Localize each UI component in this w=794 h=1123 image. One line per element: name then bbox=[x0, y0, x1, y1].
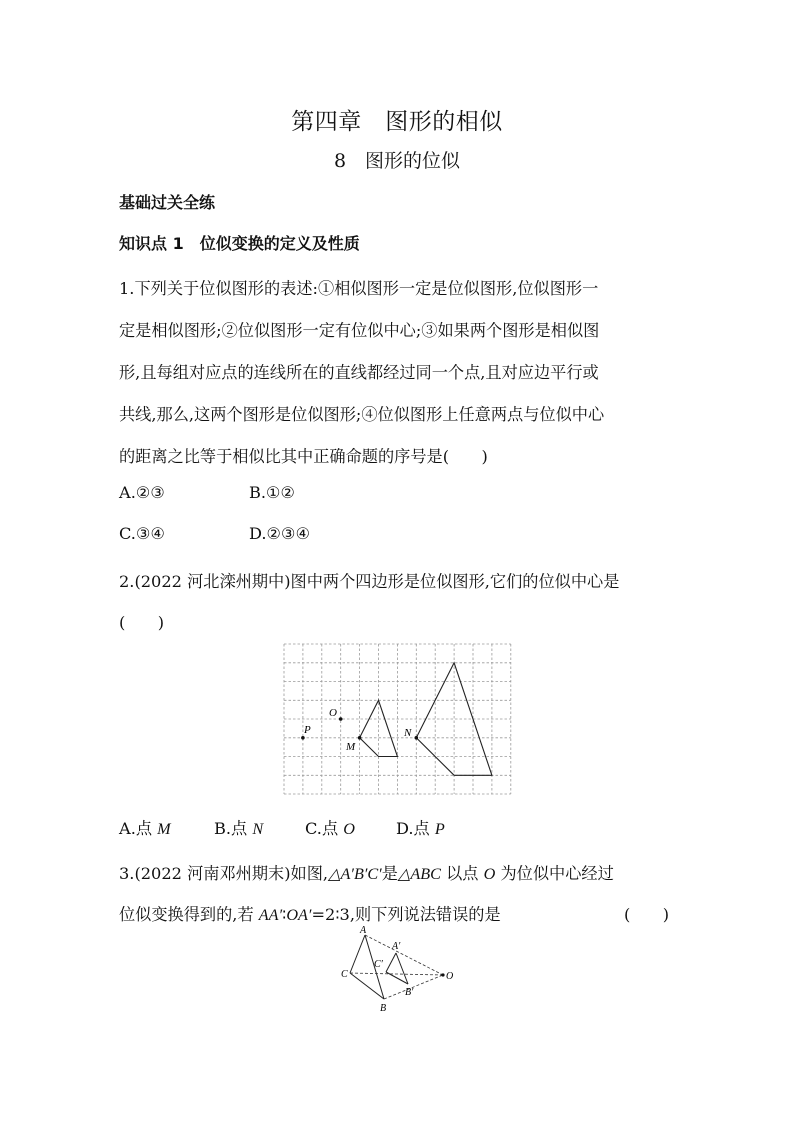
q3-text: ∶ bbox=[282, 905, 287, 924]
q3-line-2 bbox=[119, 901, 501, 925]
q2-option-a-var: M bbox=[157, 820, 171, 838]
q2-option-a[interactable] bbox=[119, 815, 171, 839]
q3-var: △A′B′C′ bbox=[328, 865, 382, 883]
q2-grid bbox=[284, 644, 511, 794]
q2-grid-figure bbox=[282, 643, 512, 795]
q2-label-o: O bbox=[329, 707, 337, 719]
section-title: 8 图形的位似 bbox=[333, 150, 461, 172]
q1-line-1: 1.下列关于位似图形的表述:①相似图形一定是位似图形,位似图形一 bbox=[119, 279, 599, 298]
q3-triangle-a1b1c1 bbox=[386, 953, 408, 984]
q3-text: 3.(2022 河南邓州期末)如图, bbox=[119, 864, 329, 883]
q3-text: =2∶3,则下列说法错误的是 bbox=[311, 905, 501, 924]
knowledge-point-heading: 知识点 1 位似变换的定义及性质 bbox=[119, 234, 360, 253]
q3-line-1 bbox=[119, 860, 614, 884]
q2-option-d-prefix: D.点 bbox=[396, 819, 435, 838]
q1-option-d[interactable]: D.②③④ bbox=[249, 524, 311, 543]
q2-label-n: N bbox=[404, 727, 412, 739]
q2-line-1: 2.(2022 河北滦州期中)图中两个四边形是位似图形,它们的位似中心是 bbox=[119, 572, 620, 591]
q3-text: 是 bbox=[381, 864, 398, 883]
q2-option-b-var: N bbox=[252, 820, 264, 838]
q2-option-b-prefix: B.点 bbox=[214, 819, 253, 838]
q2-point-p bbox=[301, 736, 305, 740]
q1-option-c[interactable]: C.③④ bbox=[119, 524, 165, 543]
q3-var: △ABC bbox=[397, 865, 441, 883]
q2-option-b[interactable] bbox=[214, 815, 263, 839]
q3-text: 以点 bbox=[440, 864, 484, 883]
q1-line-5: 的距离之比等于相似比其中正确命题的序号是( ) bbox=[119, 447, 488, 466]
q2-option-d[interactable] bbox=[396, 815, 445, 839]
q2-label-m: M bbox=[346, 741, 356, 753]
q2-option-c[interactable] bbox=[305, 815, 355, 839]
q3-triangle-figure bbox=[332, 923, 462, 1015]
q2-point-o bbox=[339, 717, 343, 721]
q2-option-c-var: O bbox=[343, 820, 355, 838]
q2-option-d-var: P bbox=[434, 820, 445, 838]
q1-option-b[interactable]: B.①② bbox=[249, 483, 296, 502]
q1-line-4: 共线,那么,这两个图形是位似图形;④位似图形上任意两点与位似中心 bbox=[119, 405, 605, 424]
q2-option-a-prefix: A.点 bbox=[119, 819, 158, 838]
chapter-title: 第四章 图形的相似 bbox=[291, 109, 503, 135]
q1-line-3: 形,且每组对应点的连线所在的直线都经过同一个点,且对应边平行或 bbox=[119, 363, 599, 382]
q3-answer-paren: ( ) bbox=[624, 905, 670, 924]
q3-text: 位似变换得到的,若 bbox=[119, 905, 259, 924]
q3-label-b1: B′ bbox=[405, 987, 414, 998]
q3-var: O bbox=[483, 865, 496, 883]
q2-point-m bbox=[358, 736, 362, 740]
q1-line-2: 定是相似图形;②位似图形一定有位似中心;③如果两个图形是相似图 bbox=[119, 321, 600, 340]
q3-label-a: A bbox=[360, 925, 367, 936]
q2-label-p: P bbox=[304, 724, 311, 736]
q3-var: OA′ bbox=[286, 906, 312, 924]
q2-point-n bbox=[415, 736, 419, 740]
q3-point-o bbox=[441, 973, 444, 976]
q3-label-a1: A′ bbox=[392, 941, 401, 952]
q3-var: AA′ bbox=[258, 906, 283, 924]
practice-heading: 基础过关全练 bbox=[119, 193, 216, 212]
q1-option-a[interactable]: A.②③ bbox=[119, 483, 165, 502]
q3-text: 为位似中心经过 bbox=[495, 864, 614, 883]
q3-label-b: B bbox=[380, 1003, 387, 1014]
q3-label-c: C bbox=[341, 969, 348, 980]
q3-label-o: O bbox=[446, 971, 454, 982]
q3-label-c1: C′ bbox=[374, 959, 383, 970]
q2-option-c-prefix: C.点 bbox=[305, 819, 344, 838]
q2-line-2: ( ) bbox=[119, 613, 165, 632]
